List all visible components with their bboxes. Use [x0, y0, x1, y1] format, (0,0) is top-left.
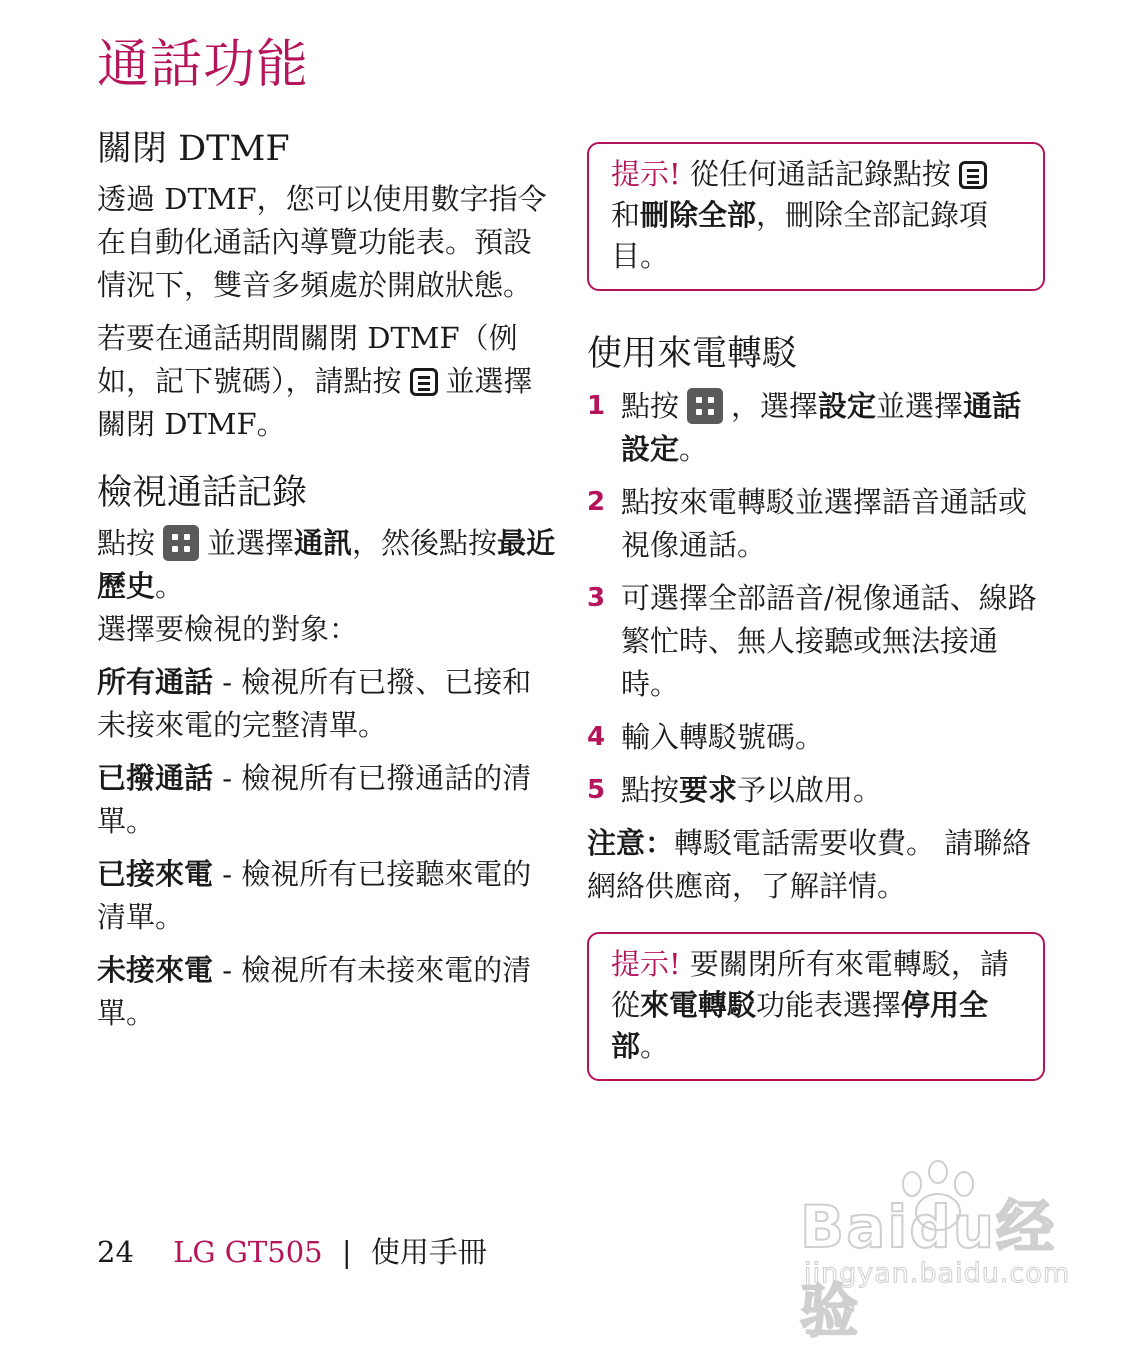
step-5-text-c: 予以啟用。: [737, 772, 883, 807]
dtmf-p2-text-a: 若要在通話期間關閉 DTMF（例如，記下號碼），請點按: [97, 320, 518, 398]
step-number: 5: [587, 774, 606, 805]
page-number: 24: [97, 1235, 134, 1269]
watermark-sub-text: jingyan.baidu.com: [804, 1258, 1071, 1289]
menu-icon: [410, 368, 438, 396]
step-number: 4: [587, 721, 606, 752]
call-log-text-a: 點按: [97, 525, 156, 560]
footer-separator: |: [341, 1235, 352, 1269]
tip-2-text-c: 功能表選擇: [756, 987, 902, 1022]
step-number: 1: [587, 390, 606, 421]
call-log-item-dialled: [97, 757, 557, 843]
call-log-term-recent-history: 最近歷史: [97, 525, 556, 603]
step-1-text-a: 點按: [621, 388, 680, 423]
tip-2-text: [611, 944, 1023, 1067]
call-log-item-desc: - 檢視所有已撥通話的清單。: [97, 760, 532, 838]
call-log-section: [97, 472, 557, 1035]
call-log-text-d: ，然後點按: [352, 525, 498, 560]
call-log-item-desc: - 檢視所有已接聽來電的清單。: [97, 856, 532, 934]
tip-box-disable-all: [587, 932, 1045, 1081]
call-log-item-missed: [97, 949, 557, 1035]
step-5-text-a: 點按: [621, 772, 680, 807]
step-number: 2: [587, 486, 606, 517]
watermark-main-text: Baidu经验: [800, 1193, 1057, 1345]
page-footer: [97, 1230, 487, 1271]
step-3-text: 可選擇全部語音/視像通話、線路繁忙時、無人接聽或無法接通時。: [621, 580, 1037, 701]
dtmf-paragraph-2: [97, 317, 557, 446]
step-3: [587, 577, 1045, 706]
step-5-term-request: 要求: [679, 772, 738, 807]
baidu-watermark: [800, 1160, 1071, 1345]
tip-2-text-e: 。: [640, 1028, 670, 1063]
call-log-item-received: [97, 853, 557, 939]
step-1-text-b: ，選擇: [731, 388, 819, 423]
tip-2-term-call-forward: 來電轉駁: [640, 987, 757, 1022]
call-log-item-desc: - 檢視所有未接來電的清單。: [97, 952, 532, 1030]
call-forward-heading: 使用來電轉駁: [587, 334, 798, 374]
step-2-text: 點按來電轉駁並選擇語音通話或視像通話。: [621, 484, 1028, 562]
call-log-item-term: 已接來電: [97, 856, 214, 891]
tip-2-text-a: 要關閉所有來電轉駁，請從: [611, 946, 1009, 1022]
step-4: [587, 716, 1045, 759]
right-column: [587, 142, 1045, 1081]
call-log-item-term: 已撥通話: [97, 760, 214, 795]
call-log-item-all: [97, 661, 557, 747]
note-text: 轉駁電話需要收費。 請聯絡網絡供應商，了解詳情。: [587, 825, 1032, 903]
call-log-paragraph-2: 選擇要檢視的對象：: [97, 611, 359, 646]
menu-icon: [959, 161, 987, 189]
call-log-item-term: 所有通話: [97, 664, 214, 699]
step-1: [587, 385, 1045, 471]
dtmf-section: [97, 128, 557, 446]
tip-2-term-disable-all: 停用全部: [611, 987, 989, 1063]
page-title: 通話功能: [97, 35, 310, 95]
step-5: [587, 769, 1045, 812]
tip-label: 提示!: [611, 157, 681, 191]
apps-grid-icon: [687, 388, 723, 424]
model-name: LG GT505: [173, 1235, 323, 1269]
call-log-item-term: 未接來電: [97, 952, 214, 987]
call-log-text-f: 。: [155, 568, 185, 603]
tip-label: 提示!: [611, 946, 681, 981]
call-forward-steps: [587, 385, 1045, 812]
call-forward-note: [587, 822, 1045, 908]
note-label: 注意：: [587, 825, 675, 860]
dtmf-paragraph-1: 透過 DTMF，您可以使用數字指令在自動化通話內導覽功能表。預設情況下，雙音多頻處於開啟狀態。: [97, 181, 547, 302]
call-log-item-desc: - 檢視所有已撥、已接和未接來電的完整清單。: [97, 664, 532, 742]
apps-grid-icon: [163, 525, 199, 561]
dtmf-p2-text-b: 並選擇關閉 DTMF。: [97, 363, 533, 441]
call-log-term-communication: 通訊: [294, 525, 353, 560]
step-1-text-f: 。: [679, 431, 709, 466]
tip-1-term-delete-all: 刪除全部: [640, 198, 757, 232]
step-4-text: 輸入轉駁號碼。: [621, 719, 825, 754]
left-column: [97, 128, 557, 1045]
manual-title: 使用手冊: [370, 1235, 487, 1269]
call-log-heading: 檢視通話記錄: [97, 472, 308, 513]
step-1-term-call-settings: 通話設定: [621, 388, 1022, 466]
step-1-term-settings: 設定: [818, 388, 877, 423]
step-1-text-d: 並選擇: [876, 388, 964, 423]
step-number: 3: [587, 582, 606, 613]
tip-1-text-a: 從任何通話記錄點按: [680, 157, 951, 191]
call-log-paragraph-1: [97, 522, 557, 608]
call-log-text-b: 並選擇: [207, 525, 295, 560]
tip-box-delete-all: [587, 142, 1045, 291]
tip-1-text-b: 和: [611, 198, 641, 232]
step-2: [587, 481, 1045, 567]
tip-1-text-d: ，刪除全部記錄項目。: [611, 198, 989, 273]
dtmf-heading: 關閉 DTMF: [97, 129, 290, 169]
call-forward-section: [587, 333, 1045, 908]
tip-1-text: [611, 154, 1023, 277]
